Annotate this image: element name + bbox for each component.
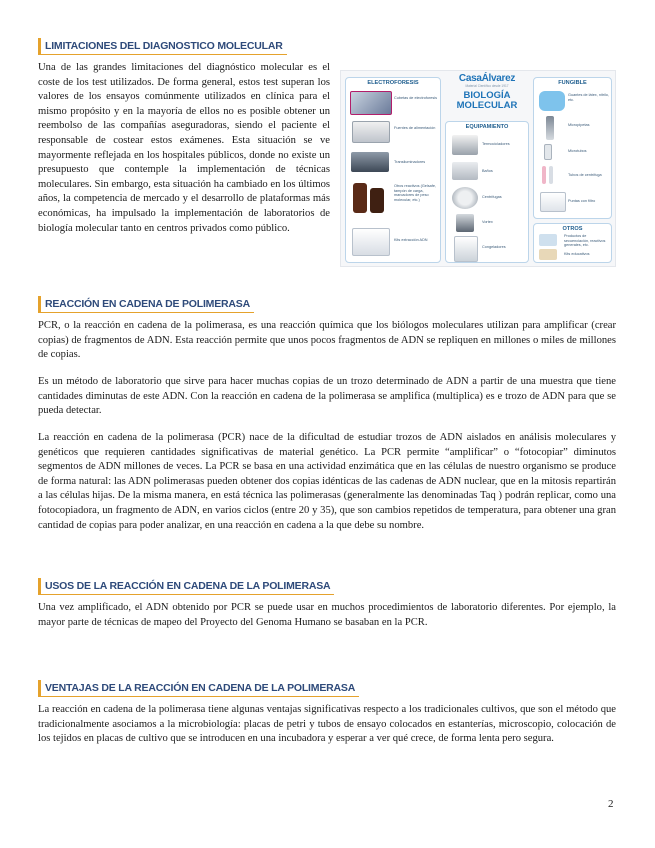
item-label: Baños <box>482 169 493 173</box>
item-label: Micropipetas <box>568 123 590 127</box>
section-heading-ventajas: VENTAJAS DE LA REACCIÓN EN CADENA DE LA POLIMERASA <box>38 680 359 697</box>
figure-title-line1: BIOLOGÍA <box>463 90 511 101</box>
reagent-bottle-image <box>370 188 384 213</box>
paragraph-pcr-2: Es un método de laboratorio que sirve para hacer muchas copias de un trozo determinado de ADN a partir de una muestra que tiene cantidades diminutas de este ADN. Con la reacción en cadena de la polimerasa se amplifica (multiplica) es e trozo de ADN para que se pueda detectar. <box>38 376 616 417</box>
paragraph-limitaciones: Una de las grandes limitaciones del diagnóstico molecular es el coste de los test utilizados. De forma general, estos test superan los valores de los ensayos comúnmente utilizados en clínica para el mismo propósito y en la mayoría de ellos no es posible obtener un reembolso de las compañías aseguradoras, siendo el paciente el responsable de costear estos exámenes. Esta situación se ve mayormente reflejada en los hospitales públicos, donde no existe un presupuesto que contemple la implementación de técnicas moleculares. Sin embargo, esta situación ha cambiado en los últimos años, la competencia de mercado y el desarrollo de plataformas más económicas, ha impulsado la implementación de laboratorios de biología molecular tanto en centros privados como público. <box>38 62 330 234</box>
item-label: Kits educativos <box>564 252 590 256</box>
item-label: Tubos de centrífuga <box>568 173 602 177</box>
reagent-bottle-image <box>353 183 367 213</box>
water-bath-image <box>452 162 478 180</box>
item-label: Guantes de látex, nitrilo, etc. <box>568 93 609 102</box>
item-label: Puntas con filtro <box>568 199 596 203</box>
power-supply-image <box>352 121 390 143</box>
panel-title-fungible: FUNGIBLE <box>558 80 587 86</box>
item-label: Cubetas de electroforesis <box>394 96 438 100</box>
item-label: Vortex <box>482 220 493 224</box>
paragraph-usos: Una vez amplificado, el ADN obtenido por PCR se puede usar en muchos procedimientos de laboratorio diferentes. Por ejemplo, la mayor parte de técnicas de mapeo del Proyecto del Genoma Humano se basaban en la PCR. <box>38 602 616 628</box>
item-label: Centrífugas <box>482 195 502 199</box>
item-label: Transiluminadores <box>394 160 426 164</box>
item-label: Termocicladores <box>482 142 510 146</box>
filter-tips-image <box>540 192 566 212</box>
centrifuge-tube-image <box>549 166 553 184</box>
paragraph-pcr-1: PCR, o la reacción en cadena de la polimerasa, es una reacción química que los biólogos moleculares utilizan para amplificar (crear copias) de fragmentos de ADN. Esta reacción permite que unos pocos fragmentos de ADN se repliquen en millones o miles de millones de copias. <box>38 320 616 361</box>
item-label: Productos de secuenciación, reactivos generales, etc. <box>564 234 606 248</box>
item-label: Fuentes de alimentación <box>394 126 436 130</box>
section-heading-limitaciones: LIMITACIONES DEL DIAGNOSTICO MOLECULAR <box>38 38 287 55</box>
section-heading-usos: USOS DE LA REACCIÓN EN CADENA DE LA POLIMERASA <box>38 578 334 595</box>
page-number: 2 <box>608 798 614 810</box>
educational-kit-image <box>539 249 557 260</box>
item-label: Microtubos <box>568 149 587 153</box>
micropipette-image <box>546 116 554 140</box>
paragraph-pcr-3: La reacción en cadena de la polimerasa (PCR) nace de la dificultad de estudiar trozos de ADN aislados en análisis moleculares y genéticos que requieren cantidades significativas de material genético. La PCR permite “amplificar” o “fotocopiar” diminutos segmentos de ADN millones de veces. La PCR se basa en una actividad enzimática que en las células de nuestro organismo se produce de forma natural: las ADN polimerasas pueden obtener dos copias idénticas de las cadenas de ADN nuclear, que en la mitosis repartirán a las células hijas. De la misma manera, en está técnica las polimerasas (generalmente las denominadas Taq ) podrán replicar, como una fotocopiadora, un fragmento de ADN, en varios ciclos (entre 20 y 35), que son cambios repetidos de temperatura, para obtener una gran cantidad de copias para poder analizar, en una reacción en cadena a la que debe su nombre. <box>38 432 616 531</box>
item-label: Otros reactivos (Gelsafe, tampón de carga, marcadores de peso molecular, etc.) <box>394 184 436 202</box>
freezer-image <box>454 236 478 262</box>
paragraph-ventajas: La reacción en cadena de la polimerasa tiene algunas ventajas significativas respecto a los tradicionales cultivos, que son el método que tradicionalmente asociamos a la microbiología: placas de petri y tubos de ensayo colocados en estanterías, microscopio, colocación de los tejidos en placas de cultivo que se introducen en una incubadora y esperar a ver qué crece, de forma lenta pero segura. <box>38 704 616 745</box>
electrophoresis-tank-image <box>350 91 392 115</box>
section-heading-pcr: REACCIÓN EN CADENA DE POLIMERASA <box>38 296 254 313</box>
panel-equipamiento <box>445 121 529 263</box>
brand-logo: CasaÁlvarez <box>458 73 516 84</box>
biologia-molecular-figure <box>340 70 616 267</box>
gloves-image <box>539 91 565 111</box>
panel-title-otros: OTROS <box>562 226 583 232</box>
vortex-image <box>456 214 474 232</box>
transilluminator-image <box>351 152 389 172</box>
brand-subtitle: Material Científico desde 1917 <box>465 84 509 88</box>
panel-title-equipamiento: EQUIPAMIENTO <box>465 124 509 130</box>
panel-title-electroforesis: ELECTROFORESIS <box>367 80 419 86</box>
brand-block <box>443 73 531 111</box>
panel-electroforesis <box>345 77 441 263</box>
panel-fungible <box>533 77 612 219</box>
thermocycler-image <box>452 135 478 155</box>
item-label: Congeladores <box>482 245 506 249</box>
figure-title-line2: MOLECULAR <box>456 100 518 111</box>
item-label: Kits extracción ADN <box>394 238 428 242</box>
dna-kit-image <box>352 228 390 256</box>
centrifuge-image <box>452 187 478 209</box>
centrifuge-tube-image <box>542 166 546 184</box>
microtube-image <box>544 144 552 160</box>
panel-otros <box>533 223 612 263</box>
sequencing-products-image <box>539 234 557 246</box>
